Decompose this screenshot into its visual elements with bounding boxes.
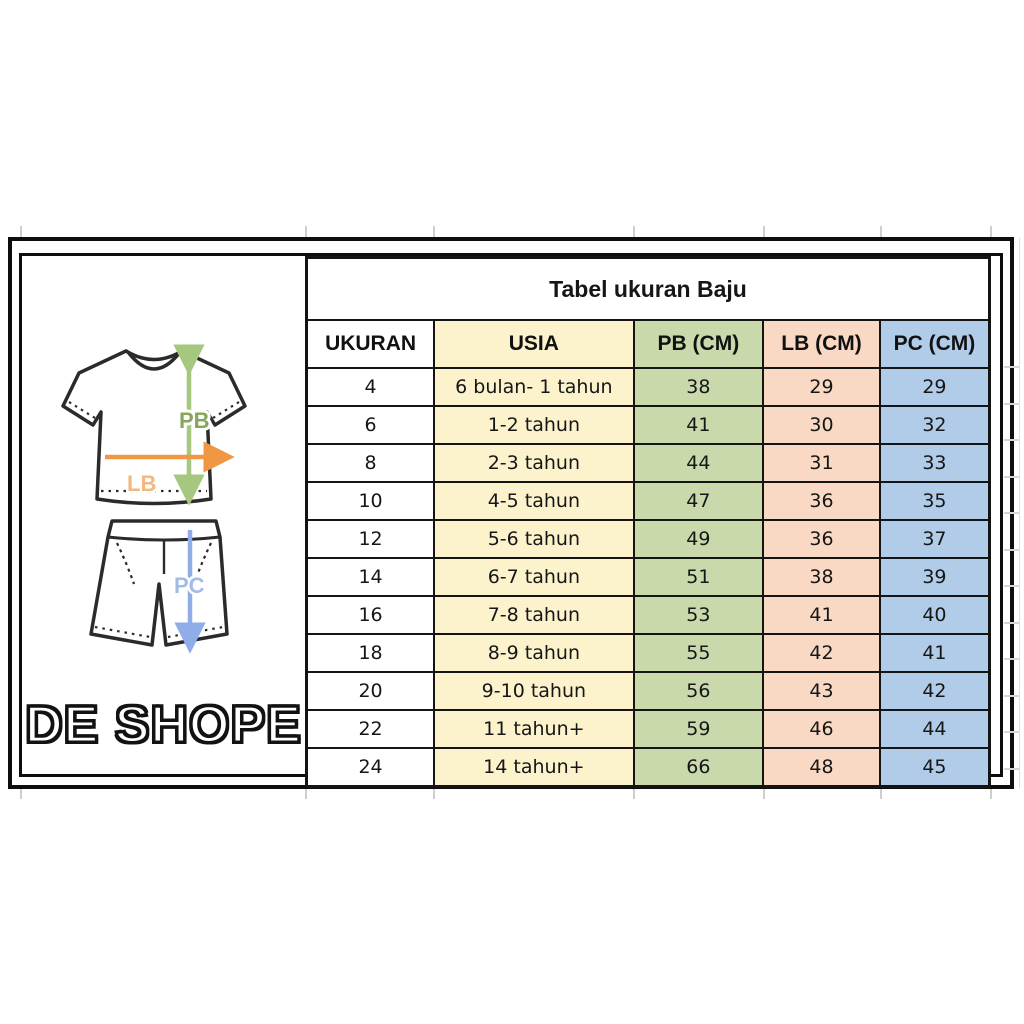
clothing-measurement-illustration [19, 256, 305, 686]
size-table [305, 256, 991, 788]
gridline-stub [633, 226, 635, 237]
spreadsheet-gridline [1019, 238, 1020, 788]
col-pb-cell: 38 [634, 368, 764, 406]
col-lb-cell: 38 [763, 558, 880, 596]
col-pc-cell: 40 [880, 596, 990, 634]
col-pc-cell: 32 [880, 406, 990, 444]
table-row [307, 558, 990, 596]
header-col-pb: PB (CM) [634, 320, 764, 368]
col-lb-cell: 46 [763, 710, 880, 748]
col-ukuran-cell: 8 [307, 444, 435, 482]
gridline-stub [305, 226, 307, 237]
gridline-stub [763, 226, 765, 237]
gridline-stub [1004, 768, 1019, 770]
col-pc-cell: 29 [880, 368, 990, 406]
col-usia-cell: 5-6 tahun [434, 520, 633, 558]
gridline-stub [1004, 658, 1019, 660]
col-pc-cell: 39 [880, 558, 990, 596]
col-pc-cell: 35 [880, 482, 990, 520]
table-row [307, 406, 990, 444]
table-row [307, 444, 990, 482]
col-pb-cell: 59 [634, 710, 764, 748]
header-col-lb: LB (CM) [763, 320, 880, 368]
col-usia-cell: 9-10 tahun [434, 672, 633, 710]
pc-label: PC [174, 573, 205, 598]
col-pb-cell: 56 [634, 672, 764, 710]
gridline-stub [1004, 585, 1019, 587]
col-pc-cell: 41 [880, 634, 990, 672]
col-usia-cell: 4-5 tahun [434, 482, 633, 520]
table-row [307, 634, 990, 672]
gridline-stub [1004, 731, 1019, 733]
col-lb-cell: 41 [763, 596, 880, 634]
col-ukuran-cell: 12 [307, 520, 435, 558]
table-row [307, 520, 990, 558]
table-row [307, 596, 990, 634]
table-row [307, 672, 990, 710]
col-lb-cell: 36 [763, 482, 880, 520]
col-pc-cell: 44 [880, 710, 990, 748]
col-pb-cell: 47 [634, 482, 764, 520]
col-lb-cell: 42 [763, 634, 880, 672]
table-row [307, 710, 990, 748]
col-lb-cell: 29 [763, 368, 880, 406]
col-ukuran-cell: 6 [307, 406, 435, 444]
header-col-usia: USIA [434, 320, 633, 368]
gridline-stub [990, 226, 992, 237]
col-usia-cell: 7-8 tahun [434, 596, 633, 634]
col-pc-cell: 42 [880, 672, 990, 710]
table-row [307, 368, 990, 406]
gridline-stub [1004, 439, 1019, 441]
gridline-stub [1004, 512, 1019, 514]
col-ukuran-cell: 24 [307, 748, 435, 787]
col-pb-cell: 49 [634, 520, 764, 558]
col-lb-cell: 43 [763, 672, 880, 710]
gridline-stub [305, 789, 307, 799]
header-col-pc: PC (CM) [880, 320, 990, 368]
col-ukuran-cell: 4 [307, 368, 435, 406]
col-usia-cell: 6 bulan- 1 tahun [434, 368, 633, 406]
col-usia-cell: 2-3 tahun [434, 444, 633, 482]
gridline-stub [1004, 476, 1019, 478]
gridline-stub [880, 226, 882, 237]
col-ukuran-cell: 10 [307, 482, 435, 520]
gridline-stub [433, 226, 435, 237]
col-ukuran-cell: 22 [307, 710, 435, 748]
col-ukuran-cell: 20 [307, 672, 435, 710]
col-usia-cell: 1-2 tahun [434, 406, 633, 444]
col-pc-cell: 33 [880, 444, 990, 482]
header-col-ukuran: UKURAN [307, 320, 435, 368]
col-pb-cell: 55 [634, 634, 764, 672]
table-header-row [307, 320, 990, 368]
col-pb-cell: 66 [634, 748, 764, 787]
gridline-stub [20, 226, 22, 237]
col-lb-cell: 48 [763, 748, 880, 787]
col-lb-cell: 36 [763, 520, 880, 558]
col-ukuran-cell: 16 [307, 596, 435, 634]
table-row [307, 482, 990, 520]
gridline-stub [1004, 403, 1019, 405]
col-lb-cell: 30 [763, 406, 880, 444]
gridline-stub [1004, 695, 1019, 697]
col-pb-cell: 41 [634, 406, 764, 444]
brand-logo: DE SHOPE [25, 696, 302, 754]
shorts-icon [91, 521, 227, 645]
col-pc-cell: 37 [880, 520, 990, 558]
gridline-stub [633, 789, 635, 799]
table-title-row [307, 258, 990, 321]
gridline-stub [1004, 366, 1019, 368]
col-ukuran-cell: 14 [307, 558, 435, 596]
table-title: Tabel ukuran Baju [307, 258, 990, 321]
col-usia-cell: 11 tahun+ [434, 710, 633, 748]
pb-label: PB [179, 408, 210, 433]
col-usia-cell: 8-9 tahun [434, 634, 633, 672]
col-usia-cell: 6-7 tahun [434, 558, 633, 596]
gridline-stub [1004, 622, 1019, 624]
col-ukuran-cell: 18 [307, 634, 435, 672]
gridline-stub [880, 789, 882, 799]
gridline-stub [763, 789, 765, 799]
table-row [307, 748, 990, 787]
gridline-stub [433, 789, 435, 799]
col-pc-cell: 45 [880, 748, 990, 787]
col-usia-cell: 14 tahun+ [434, 748, 633, 787]
col-lb-cell: 31 [763, 444, 880, 482]
col-pb-cell: 53 [634, 596, 764, 634]
gridline-stub [20, 789, 22, 799]
col-pb-cell: 51 [634, 558, 764, 596]
col-pb-cell: 44 [634, 444, 764, 482]
gridline-stub [1004, 549, 1019, 551]
lb-label: LB [127, 471, 157, 496]
gridline-stub [990, 789, 992, 799]
